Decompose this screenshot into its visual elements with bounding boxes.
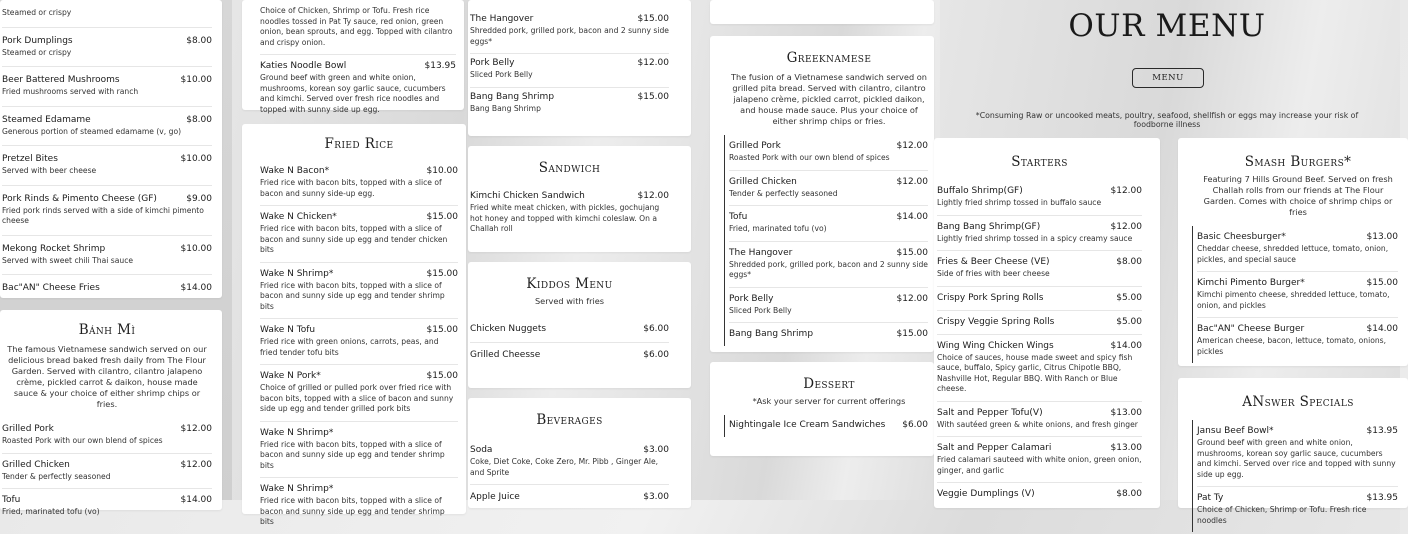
menu-item bbox=[937, 216, 1142, 252]
menu-item-description: Ground beef with green and white onion, mushrooms, korean soy garlic sauce, cucumbers and kimchi. Served over fresh rice noodles and topped with sunny side up egg. bbox=[260, 73, 446, 114]
menu-item-name: Mekong Rocket Shrimp bbox=[2, 243, 106, 254]
menu-item-name: Soda bbox=[470, 445, 493, 455]
menu-item bbox=[937, 335, 1142, 402]
menu-item-price: $6.00 bbox=[643, 350, 669, 360]
menu-item-description: Fried rice with bacon bits, topped with a slice of bacon and sunny side-up egg. bbox=[260, 178, 442, 198]
menu-item-name: Beer Battered Mushrooms bbox=[2, 75, 120, 85]
menu-item-name: Basic Cheesburger* bbox=[1197, 232, 1286, 242]
menu-item-name: Pork Belly bbox=[470, 58, 515, 68]
menu-item-description: Sliced Pork Belly bbox=[729, 305, 792, 315]
menu-item bbox=[1197, 487, 1398, 532]
menu-item-name: Grilled Chicken bbox=[729, 176, 797, 187]
menu-item bbox=[1197, 318, 1398, 363]
dessert-title: Dessert bbox=[803, 376, 855, 392]
menu-item-name: The Hangover bbox=[470, 14, 534, 24]
menu-item bbox=[729, 242, 928, 288]
menu-item bbox=[260, 365, 458, 422]
menu-item bbox=[937, 180, 1142, 216]
menu-item-description: Steamed or crispy bbox=[2, 47, 72, 57]
menu-item-name: Kimchi Chicken Sandwich bbox=[470, 191, 585, 201]
menu-item-name: Bang Bang Shrimp bbox=[470, 91, 555, 102]
menu-item bbox=[2, 28, 212, 68]
menu-item-description: Fried rice with bacon bits, topped with a slice of bacon and sunny side up egg and tender shrimp bits bbox=[260, 439, 445, 470]
kiddos-card bbox=[468, 262, 691, 388]
menu-item-name: Fries & Beer Cheese (VE) bbox=[937, 257, 1050, 267]
menu-item-description: Choice of Chicken, Shrimp or Tofu. Fresh rice noodles tossed in Pat Ty sauce, red onion, green onion, bean sprouts, and egg. Topped with cilantro and crispy onion. bbox=[260, 6, 453, 47]
menu-item-description: American cheese, bacon, lettuce, tomato, onions, pickles bbox=[1197, 336, 1387, 356]
menu-item-name: Katies Noodle Bowl bbox=[260, 61, 347, 71]
menu-item-description: Generous portion of steamed edamame (v, go) bbox=[2, 126, 182, 136]
menu-item-price: $12.00 bbox=[896, 293, 928, 304]
menu-item bbox=[937, 251, 1142, 287]
menu-item-price: $13.00 bbox=[1366, 232, 1398, 242]
menu-item-name: Pork Belly bbox=[729, 293, 774, 304]
starters-title: Starters bbox=[1011, 154, 1068, 170]
menu-title: OUR MENU bbox=[1068, 8, 1266, 44]
menu-item-price: $13.95 bbox=[424, 61, 456, 71]
disclaimer-text: *Consuming Raw or uncooked meats, poultry, seafood, shellfish or eggs may increase your risk of foodborne illness bbox=[975, 111, 1359, 129]
menu-item bbox=[470, 10, 669, 54]
menu-item-description: Shredded pork, grilled pork, bacon and 2 sunny side eggs* bbox=[470, 26, 669, 46]
menu-item-description: Choice of Chicken, Shrimp or Tofu. Fresh rice noodles bbox=[1197, 505, 1367, 525]
menu-item-description: Coke, Diet Coke, Coke Zero, Mr. Pibb , Ginger Ale, and Sprite bbox=[470, 457, 659, 477]
menu-item-description: Fried rice with bacon bits, topped with a slice of bacon and sunny side up egg and tender shrimp bits bbox=[260, 280, 445, 311]
menu-item bbox=[937, 402, 1142, 438]
banh-mi-title: Bánh Mì bbox=[78, 322, 136, 338]
menu-item-price: $8.00 bbox=[186, 114, 212, 125]
menu-item bbox=[470, 88, 669, 121]
menu-item-name: Grilled Pork bbox=[2, 424, 54, 434]
menu-item bbox=[937, 311, 1142, 335]
dessert-list bbox=[724, 415, 934, 437]
menu-item-name: Pat Ty bbox=[1197, 493, 1224, 503]
menu-item bbox=[470, 485, 669, 509]
menu-item-name: Wake N Shrimp* bbox=[260, 484, 334, 494]
answer-specials-list bbox=[1192, 420, 1404, 532]
smash-burgers-desc: Featuring 7 Hills Ground Beef. Served on fresh Challah rolls from our friends at The Flour Garden. Comes with choice of shrimp chips or fries bbox=[1203, 174, 1393, 217]
menu-item-description: Sliced Pork Belly bbox=[470, 70, 533, 79]
menu-item-description: Fried, marinated tofu (vo) bbox=[729, 224, 827, 233]
menu-item-name: Grilled Chicken bbox=[2, 459, 70, 470]
menu-item-price: $9.00 bbox=[186, 193, 212, 204]
banh-mi-list bbox=[2, 418, 212, 524]
menu-item bbox=[1197, 226, 1398, 272]
banh-mi-more-list bbox=[470, 10, 669, 120]
menu-item-name: Apple Juice bbox=[470, 492, 520, 502]
menu-item bbox=[260, 319, 458, 365]
menu-item bbox=[1197, 420, 1398, 487]
menu-item bbox=[729, 206, 928, 242]
menu-item-name: Wake N Shrimp* bbox=[260, 268, 334, 279]
fried-rice-title: Fried Rice bbox=[324, 136, 394, 152]
menu-item bbox=[2, 186, 212, 236]
menu-item-price: $15.00 bbox=[426, 325, 458, 335]
menu-item bbox=[2, 236, 212, 276]
menu-item-price: $5.00 bbox=[1116, 292, 1142, 303]
menu-item-name: Wing Wing Chicken Wings bbox=[937, 340, 1054, 351]
menu-item-name: Kimchi Pimento Burger* bbox=[1197, 278, 1305, 288]
menu-item bbox=[470, 438, 669, 485]
menu-item-name: Chicken Nuggets bbox=[470, 324, 547, 334]
greeknamese-title: Greeknamese bbox=[786, 50, 872, 66]
menu-item-description: Fried white meat chicken, with pickles, gochujang hot honey and topped with kimchi coleslaw. On a Challah roll bbox=[470, 203, 660, 233]
kiddos-desc: Served with fries bbox=[534, 296, 605, 306]
beverages-title: Beverages bbox=[536, 412, 603, 428]
menu-item-description: Cheddar cheese, shredded lettuce, tomato, onion, pickles, and special sauce bbox=[1197, 244, 1389, 264]
column4-top-card bbox=[710, 0, 934, 24]
menu-item-name: Tofu bbox=[729, 212, 748, 222]
noodles-card bbox=[242, 0, 464, 114]
menu-item bbox=[260, 263, 458, 320]
menu-item-description: Tender & perfectly seasoned bbox=[2, 471, 111, 481]
menu-item-name: Bac"AN" Cheese Fries bbox=[2, 283, 100, 293]
menu-item-description: Roasted Pork with our own blend of spices bbox=[2, 436, 163, 445]
menu-item-price: $3.00 bbox=[643, 445, 669, 455]
menu-item-price: $15.00 bbox=[426, 212, 458, 222]
menu-item-name: Salt and Pepper Calamari bbox=[937, 443, 1052, 453]
menu-item bbox=[260, 0, 456, 55]
dessert-card bbox=[710, 362, 934, 456]
menu-item-price: $15.00 bbox=[426, 268, 458, 279]
menu-item bbox=[260, 55, 456, 121]
menu-item-name: Wake N Shrimp* bbox=[260, 427, 334, 438]
menu-item bbox=[260, 160, 458, 206]
menu-item bbox=[470, 54, 669, 88]
menu-item-price: $12.00 bbox=[896, 176, 928, 187]
menu-item-description: Steamed or crispy bbox=[2, 8, 72, 17]
menu-item-price: $12.00 bbox=[180, 424, 212, 434]
menu-item bbox=[260, 422, 458, 479]
menu-item-price: $15.00 bbox=[637, 91, 669, 102]
menu-item-name: Pork Dumplings bbox=[2, 35, 73, 46]
menu-item-description: Roasted Pork with our own blend of spices bbox=[729, 153, 890, 162]
menu-item bbox=[2, 418, 212, 454]
banh-mi-card bbox=[0, 310, 222, 516]
menu-item-price: $13.00 bbox=[1110, 407, 1142, 418]
menu-item-description: With sautéed green & white onions, and fresh ginger bbox=[937, 419, 1138, 429]
greeknamese-list bbox=[724, 135, 934, 346]
menu-item bbox=[2, 146, 212, 186]
menu-item-price: $15.00 bbox=[1366, 278, 1398, 288]
menu-item bbox=[2, 0, 212, 28]
menu-item-name: Bac"AN" Cheese Burger bbox=[1197, 324, 1305, 334]
menu-item bbox=[729, 135, 928, 171]
banh-mi-more-card bbox=[468, 0, 691, 136]
menu-item-description: Served with beer cheese bbox=[2, 166, 97, 175]
menu-item bbox=[729, 415, 928, 437]
menu-item bbox=[729, 171, 928, 207]
menu-item bbox=[2, 275, 212, 302]
menu-item-name: The Hangover bbox=[729, 247, 793, 258]
menu-item bbox=[937, 287, 1142, 311]
menu-item-name: Wake N Bacon* bbox=[260, 166, 330, 176]
menu-item-price: $3.00 bbox=[643, 492, 669, 502]
menu-item-price: $12.00 bbox=[1110, 221, 1142, 232]
menu-item-description: Choice of grilled or pulled pork over fried rice with bacon bits, topped with a slice of bacon and sunny side up egg and tender grilled pork bits bbox=[260, 383, 454, 413]
smash-burgers-list bbox=[1192, 226, 1404, 363]
menu-item-name: Buffalo Shrimp(GF) bbox=[937, 186, 1023, 196]
kiddos-title: Kiddos Menu bbox=[526, 276, 613, 292]
menu-item-description: Bang Bang Shrimp bbox=[470, 103, 541, 113]
menu-item bbox=[470, 317, 669, 343]
menu-item bbox=[937, 437, 1142, 483]
menu-item-name: Veggie Dumplings (V) bbox=[937, 489, 1035, 499]
noodles-list bbox=[260, 0, 456, 121]
menu-item-price: $8.00 bbox=[1116, 489, 1142, 499]
menu-item bbox=[2, 454, 212, 490]
menu-item-price: $13.00 bbox=[1110, 443, 1142, 453]
menu-item-price: $10.00 bbox=[180, 243, 212, 254]
menu-item-price: $15.00 bbox=[896, 247, 928, 258]
banh-mi-desc: The famous Vietnamese sandwich served on our delicious bread baked fresh daily from The Flour Garden. Served with cilantro, cilantro jalapeno crème, pickled carrot & daikon, house made sauce & your choice of either shrimp chips or fries. bbox=[7, 344, 207, 409]
menu-item-description: Tender & perfectly seasoned bbox=[729, 188, 838, 198]
menu-item-name: Wake N Chicken* bbox=[260, 212, 337, 222]
menu-item-name: Pretzel Bites bbox=[2, 154, 58, 164]
kiddos-list bbox=[470, 317, 669, 368]
menu-item-description: Served with sweet chili Thai sauce bbox=[2, 255, 134, 265]
smash-burgers-card bbox=[1178, 138, 1408, 366]
menu-item-price: $12.00 bbox=[896, 141, 928, 151]
menu-item-name: Grilled Cheesse bbox=[470, 350, 541, 360]
menu-item-price: $12.00 bbox=[180, 459, 212, 470]
menu-item-name: Tofu bbox=[2, 495, 21, 505]
menu-item bbox=[2, 489, 212, 524]
menu-item-price: $10.00 bbox=[180, 154, 212, 164]
beverages-card bbox=[468, 398, 691, 508]
menu-item-price: $5.00 bbox=[1116, 316, 1142, 327]
menu-item-price: $14.00 bbox=[1110, 340, 1142, 351]
appetizers-card bbox=[0, 0, 222, 298]
menu-item-price: $14.00 bbox=[896, 212, 928, 222]
menu-item-price: $6.00 bbox=[643, 324, 669, 334]
sandwich-list bbox=[470, 188, 669, 239]
menu-item-price: $12.00 bbox=[637, 191, 669, 201]
menu-item-name: Grilled Pork bbox=[729, 141, 781, 151]
menu-item bbox=[260, 478, 458, 534]
greeknamese-card bbox=[710, 36, 934, 352]
menu-item bbox=[937, 483, 1142, 506]
menu-item-price: $13.95 bbox=[1366, 426, 1398, 436]
menu-item-price: $15.00 bbox=[426, 371, 458, 381]
menu-item-description: Shredded pork, grilled pork, bacon and 2 sunny side eggs* bbox=[729, 259, 928, 279]
menu-item-price: $8.00 bbox=[1116, 257, 1142, 267]
menu-item-description: Fried mushrooms served with ranch bbox=[2, 87, 139, 96]
fried-rice-card bbox=[242, 124, 466, 526]
menu-item-description: Fried rice with bacon bits, topped with a slice of bacon and sunny side up egg and tender chicken bits bbox=[260, 224, 448, 254]
menu-item bbox=[1197, 272, 1398, 318]
menu-item-price: $15.00 bbox=[896, 329, 928, 339]
menu-item-price: $13.95 bbox=[1366, 493, 1398, 503]
menu-item-price: $15.00 bbox=[637, 14, 669, 24]
menu-item bbox=[470, 188, 669, 239]
menu-item-price: $14.00 bbox=[1366, 324, 1398, 334]
sandwich-card bbox=[468, 146, 691, 252]
answer-specials-title: ANswer Specials bbox=[1242, 394, 1354, 410]
menu-item-price: $14.00 bbox=[180, 283, 212, 293]
menu-item-price: $6.00 bbox=[902, 420, 928, 430]
menu-item-price: $10.00 bbox=[180, 75, 212, 85]
menu-item bbox=[470, 343, 669, 368]
menu-item-name: Pork Rinds & Pimento Cheese (GF) bbox=[2, 193, 157, 204]
menu-item-price: $12.00 bbox=[1110, 186, 1142, 196]
menu-item-description: Choice of sauces, house made sweet and spicy fish sauce, buffalo, Spicy garlic, Citrus Chipotle BBQ, Nashville Hot, Regular BBQ. With Ranch or Blue cheese. bbox=[937, 352, 1133, 393]
menu-item-price: $8.00 bbox=[186, 35, 212, 46]
menu-item-name: Bang Bang Shrimp bbox=[729, 329, 814, 339]
menu-item bbox=[260, 206, 458, 263]
menu-item-name: Wake N Tofu bbox=[260, 325, 316, 335]
answer-specials-card bbox=[1178, 378, 1408, 525]
menu-item-description: Kimchi pimento cheese, shredded lettuce, tomato, onion, and pickles bbox=[1197, 290, 1390, 310]
menu-item-name: Jansu Beef Bowl* bbox=[1197, 426, 1274, 436]
dessert-desc: *Ask your server for current offerings bbox=[752, 396, 906, 406]
menu-item-description: Fried rice with bacon bits, topped with a slice of bacon and sunny side up egg and tender shrimp bits bbox=[260, 496, 445, 526]
menu-item-name: Nightingale Ice Cream Sandwiches bbox=[729, 420, 886, 430]
menu-item-description: Fried pork rinds served with a side of kimchi pimento cheese bbox=[2, 205, 204, 225]
menu-item-description: Fried calamari sauteed with white onion, green onion, ginger, and garlic bbox=[937, 455, 1142, 475]
menu-button[interactable]: MENU bbox=[1132, 68, 1204, 88]
starters-card bbox=[934, 138, 1160, 508]
menu-item bbox=[729, 288, 928, 324]
appetizers-list bbox=[2, 0, 212, 302]
starters-list bbox=[937, 180, 1142, 506]
menu-item-name: Wake N Pork* bbox=[260, 371, 321, 381]
menu-item-name: Crispy Pork Spring Rolls bbox=[937, 292, 1044, 303]
menu-item-description: Side of fries with beer cheese bbox=[937, 269, 1050, 278]
menu-item-price: $12.00 bbox=[637, 58, 669, 68]
beverages-list bbox=[470, 438, 669, 509]
menu-item-price: $10.00 bbox=[426, 166, 458, 176]
menu-item bbox=[2, 67, 212, 107]
menu-item-name: Salt and Pepper Tofu(V) bbox=[937, 407, 1043, 418]
smash-burgers-title: Smash Burgers* bbox=[1244, 154, 1352, 170]
menu-item bbox=[2, 107, 212, 147]
sandwich-title: Sandwich bbox=[538, 160, 601, 176]
menu-item-description: Lightly fried shrimp tossed in buffalo sauce bbox=[937, 198, 1102, 207]
fried-rice-list bbox=[260, 160, 458, 534]
greeknamese-desc: The fusion of a Vietnamese sandwich served on grilled pita bread. Served with cilantro, cilantro jalapeno crème, pickled carrot, pickled daikon, and house made sauce. Plus your choice of either shrimp chips or fries. bbox=[731, 72, 927, 126]
menu-item-description: Fried rice with green onions, carrots, peas, and fried tender tofu bits bbox=[260, 337, 439, 357]
menu-item-description: Lightly fried shrimp tossed in a spicy creamy sauce bbox=[937, 233, 1133, 243]
menu-item-price: $14.00 bbox=[180, 495, 212, 505]
menu-item bbox=[729, 323, 928, 346]
menu-item-name: Bang Bang Shrimp(GF) bbox=[937, 221, 1041, 232]
menu-item-description: Ground beef with green and white onion, mushrooms, korean soy garlic sauce, cucumbers and kimchi. Served over rice and topped with sunny side up egg. bbox=[1197, 438, 1396, 479]
menu-item-description: Fried, marinated tofu (vo) bbox=[2, 507, 100, 516]
menu-item-name: Steamed Edamame bbox=[2, 114, 91, 125]
menu-item-name: Crispy Veggie Spring Rolls bbox=[937, 316, 1055, 327]
